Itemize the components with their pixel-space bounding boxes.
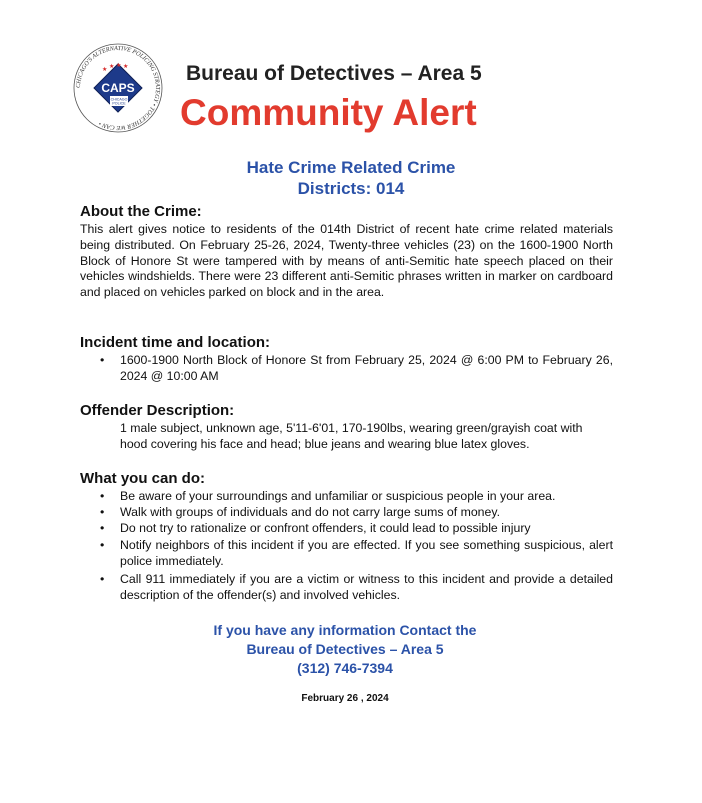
caps-logo xyxy=(72,42,164,134)
svg-text:★: ★ xyxy=(102,67,108,73)
bullet-icon: • xyxy=(100,489,105,503)
header-community-alert: Community Alert xyxy=(180,92,477,133)
action-item-text: Walk with groups of individuals and do not carry large sums of money. xyxy=(120,505,501,519)
action-item xyxy=(100,521,613,537)
incident-item xyxy=(100,353,613,385)
header-bureau: Bureau of Detectives – Area 5 xyxy=(186,62,482,85)
svg-text:★: ★ xyxy=(116,63,122,69)
actions-heading: What you can do: xyxy=(80,470,205,487)
svg-text:★: ★ xyxy=(123,64,129,70)
offender-heading: Offender Description: xyxy=(80,402,235,419)
subtitle-districts: Districts: 014 xyxy=(297,179,405,198)
action-item-text: Be aware of your surroundings and unfamiliar or suspicious people in your area. xyxy=(120,489,556,503)
bullet-icon: • xyxy=(100,521,105,535)
action-item xyxy=(100,572,613,604)
incident-item-text: 1600-1900 North Block of Honore St from February 25, 2024 @ 6:00 PM to February 26, 2024 @ 10:00 AM xyxy=(120,353,613,383)
svg-text:★: ★ xyxy=(109,64,115,70)
offender-text: 1 male subject, unknown age, 5'11-6'01, 170-190lbs, wearing green/grayish coat with hood covering his face and head; blue jeans and wearing blue latex gloves. xyxy=(120,421,583,451)
contact-line1: If you have any information Contact the xyxy=(213,622,477,638)
action-item-text: Notify neighbors of this incident if you are effected. If you see something suspicious, alert police immediately. xyxy=(120,538,613,568)
about-heading: About the Crime: xyxy=(80,203,202,220)
bullet-icon: • xyxy=(100,505,105,519)
action-item xyxy=(100,538,613,570)
action-item xyxy=(100,489,613,505)
incident-heading: Incident time and location: xyxy=(80,334,271,351)
bullet-icon: • xyxy=(100,538,105,552)
logo-caps-text: CAPS xyxy=(101,81,135,95)
action-item xyxy=(100,505,613,521)
subtitle-crime-type: Hate Crime Related Crime xyxy=(246,158,456,177)
bullet-icon: • xyxy=(100,353,105,367)
logo-chicago-text: CHICAGO xyxy=(110,97,128,102)
logo-police-text: POLICE xyxy=(112,101,126,106)
about-text: This alert gives notice to residents of the 014th District of recent hate crime related materials being distributed. On February 25-26, 2024, Twenty-three vehicles (23) on the 1600-1900 North Block of Honore St were tampered with by means of anti-Semitic hate speech placed on their vehicles windshields. There were 23 different anti-Semitic phrases written in marker on cardboard and placed on vehicles parked on block and in the area. xyxy=(80,222,613,300)
footer-date: February 26 , 2024 xyxy=(301,693,389,704)
bullet-icon: • xyxy=(100,572,105,586)
contact-phone: (312) 746-7394 xyxy=(297,660,393,676)
action-item-text: Call 911 immediately if you are a victim or witness to this incident and provide a detailed description of the offender(s) and involved vehicles. xyxy=(120,572,613,602)
logo-ring-text: CHICAGO'S ALTERNATIVE POLICING STRATEGY • TOGETHER WE CAN • xyxy=(74,44,162,132)
contact-bureau: Bureau of Detectives – Area 5 xyxy=(246,641,444,657)
action-item-text: Do not try to rationalize or confront offenders, it could lead to possible injury xyxy=(120,521,531,535)
